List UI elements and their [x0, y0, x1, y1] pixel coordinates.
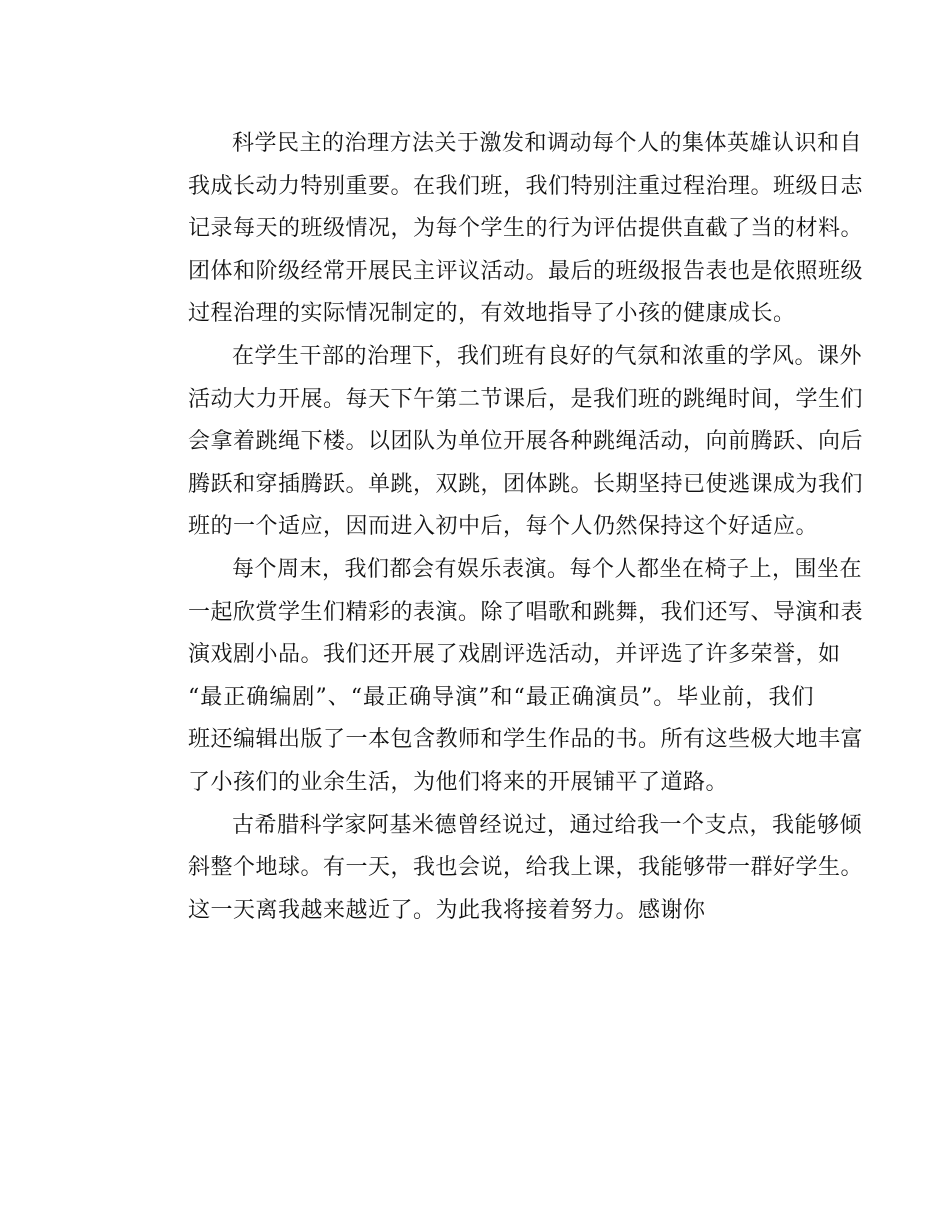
text-line: 古希腊科学家阿基米德曾经说过，通过给我一个支点，我能够倾: [232, 812, 863, 838]
paragraph-1: [144, 123, 864, 336]
text-line: 在学生干部的治理下，我们班有良好的气氛和浓重的学风。课外: [232, 343, 863, 369]
paragraph-3: [144, 549, 864, 805]
text-line: 班的一个适应，因而进入初中后，每个人仍然保持这个好适应。: [188, 514, 819, 540]
paragraph-2: [144, 336, 864, 549]
text-line: 团体和阶级经常开展民主评议活动。最后的班级报告表也是依照班级: [188, 258, 864, 284]
text-line: 演戏剧小品。我们还开展了戏剧评选活动，并评选了许多荣誉，如: [188, 642, 841, 668]
paragraph-4: [144, 805, 864, 933]
text-line: 记录每天的班级情况，为每个学生的行为评估提供直截了当的材料。: [188, 216, 864, 242]
text-line: 科学民主的治理方法关于激发和调动每个人的集体英雄认识和自: [232, 131, 863, 156]
text-line: “最正确编剧”、“最正确导演”和“最正确演员”。毕业前，我们: [188, 684, 814, 710]
text-line: 了小孩们的业余生活，为他们将来的开展铺平了道路。: [188, 769, 729, 795]
text-line: 过程治理的实际情况制定的，有效地指导了小孩的健康成长。: [188, 301, 796, 327]
text-line: 会拿着跳绳下楼。以团队为单位开展各种跳绳活动，向前腾跃、向后: [188, 429, 864, 455]
text-line: 每个周末，我们都会有娱乐表演。每个人都坐在椅子上，围坐在: [232, 556, 863, 582]
text-line: 这一天离我越来越近了。为此我将接着努力。感谢你: [188, 897, 706, 923]
text-line: 一起欣赏学生们精彩的表演。除了唱歌和跳舞，我们还写、导演和表: [188, 599, 864, 625]
text-line: 我成长动力特别重要。在我们班，我们特别注重过程治理。班级日志: [188, 173, 864, 199]
text-line: 腾跃和穿插腾跃。单跳，双跳，团体跳。长期坚持已使逃课成为我们: [188, 471, 864, 497]
document-body: [144, 123, 864, 932]
text-line: 班还编辑出版了一本包含教师和学生作品的书。所有这些极大地丰富: [188, 727, 864, 753]
text-line: 斜整个地球。有一天，我也会说，给我上课，我能够带一群好学生。: [188, 855, 864, 881]
text-line: 活动大力开展。每天下午第二节课后，是我们班的跳绳时间，学生们: [188, 386, 864, 412]
